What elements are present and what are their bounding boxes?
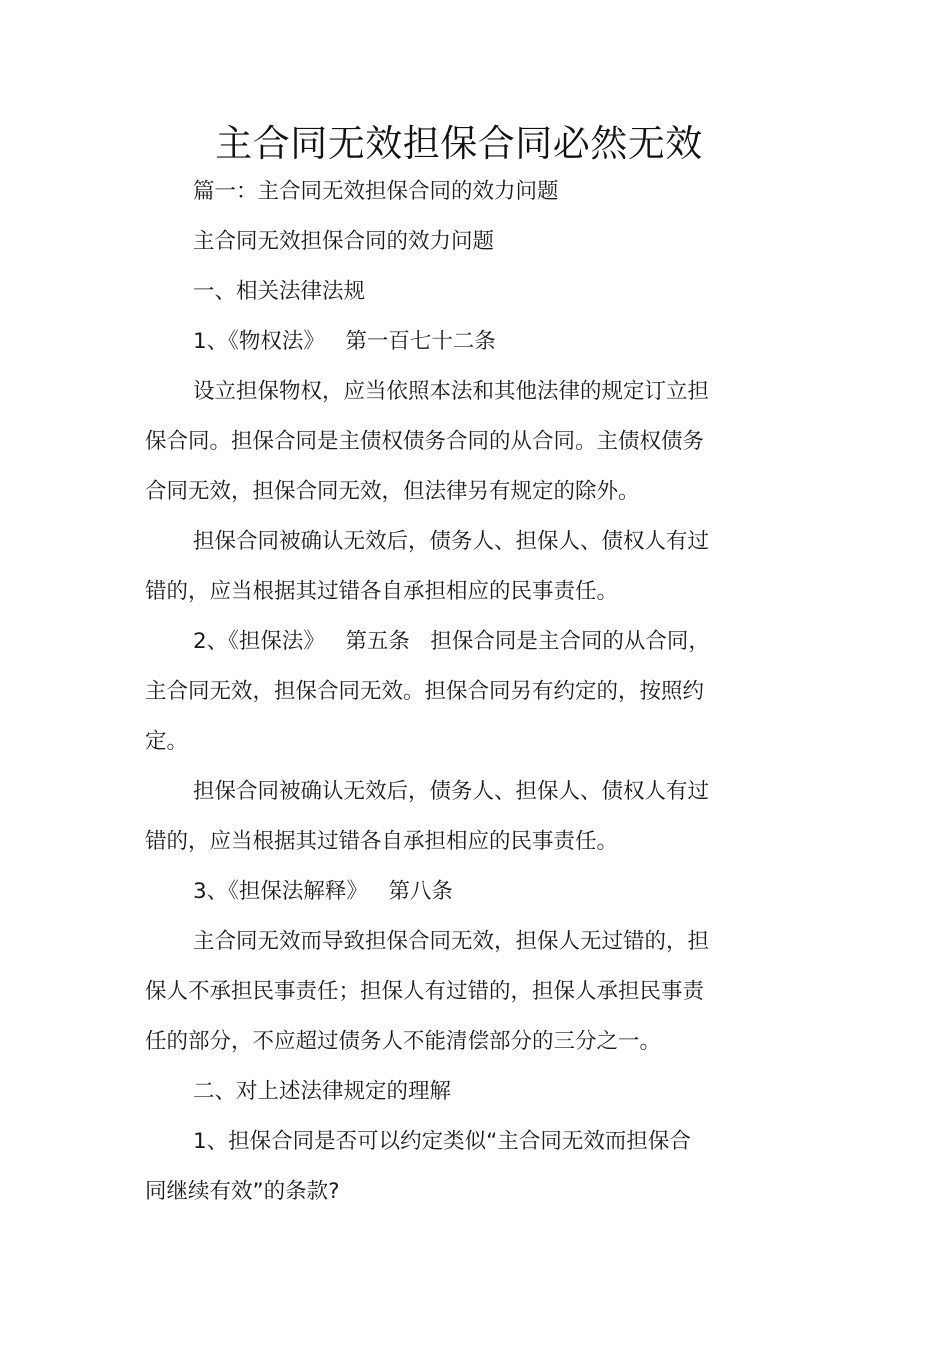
paragraph-line: 错的，应当根据其过错各自承担相应的民事责任。	[145, 829, 619, 854]
law-reference-property-law: 1、《物权法》 第一百七十二条	[193, 329, 496, 354]
paragraph-line: 主合同无效，担保合同无效。担保合同另有约定的，按照约	[145, 679, 705, 704]
section-heading-laws: 一、相关法律法规	[193, 279, 366, 304]
section-heading-part-one: 篇一：主合同无效担保合同的效力问题	[193, 179, 559, 204]
paragraph-line: 保人不承担民事责任；担保人有过错的，担保人承担民事责	[145, 979, 705, 1004]
question-line: 同继续有效”的条款?	[145, 1179, 340, 1204]
law-reference-guarantee-law: 2、《担保法》 第五条 担保合同是主合同的从合同，	[193, 629, 710, 654]
paragraph-line: 担保合同被确认无效后，债务人、担保人、债权人有过	[193, 779, 710, 804]
question-line: 1、担保合同是否可以约定类似“主合同无效而担保合	[193, 1129, 691, 1154]
subheading: 主合同无效担保合同的效力问题	[193, 229, 495, 254]
paragraph-line: 合同无效，担保合同无效，但法律另有规定的除外。	[145, 479, 640, 504]
paragraph-line: 设立担保物权，应当依照本法和其他法律的规定订立担	[193, 379, 710, 404]
law-reference-guarantee-interpretation: 3、《担保法解释》 第八条	[193, 879, 453, 904]
paragraph-line: 保合同。担保合同是主债权债务合同的从合同。主债权债务	[145, 429, 705, 454]
paragraph-line: 错的，应当根据其过错各自承担相应的民事责任。	[145, 579, 619, 604]
paragraph-line: 担保合同被确认无效后，债务人、担保人、债权人有过	[193, 529, 710, 554]
paragraph-line: 定。	[145, 729, 189, 754]
document-title: 主合同无效担保合同必然无效	[215, 122, 703, 165]
paragraph-line: 主合同无效而导致担保合同无效，担保人无过错的，担	[193, 929, 710, 954]
section-heading-understanding: 二、对上述法律规定的理解	[193, 1079, 452, 1104]
paragraph-line: 任的部分，不应超过债务人不能清偿部分的三分之一。	[145, 1029, 662, 1054]
